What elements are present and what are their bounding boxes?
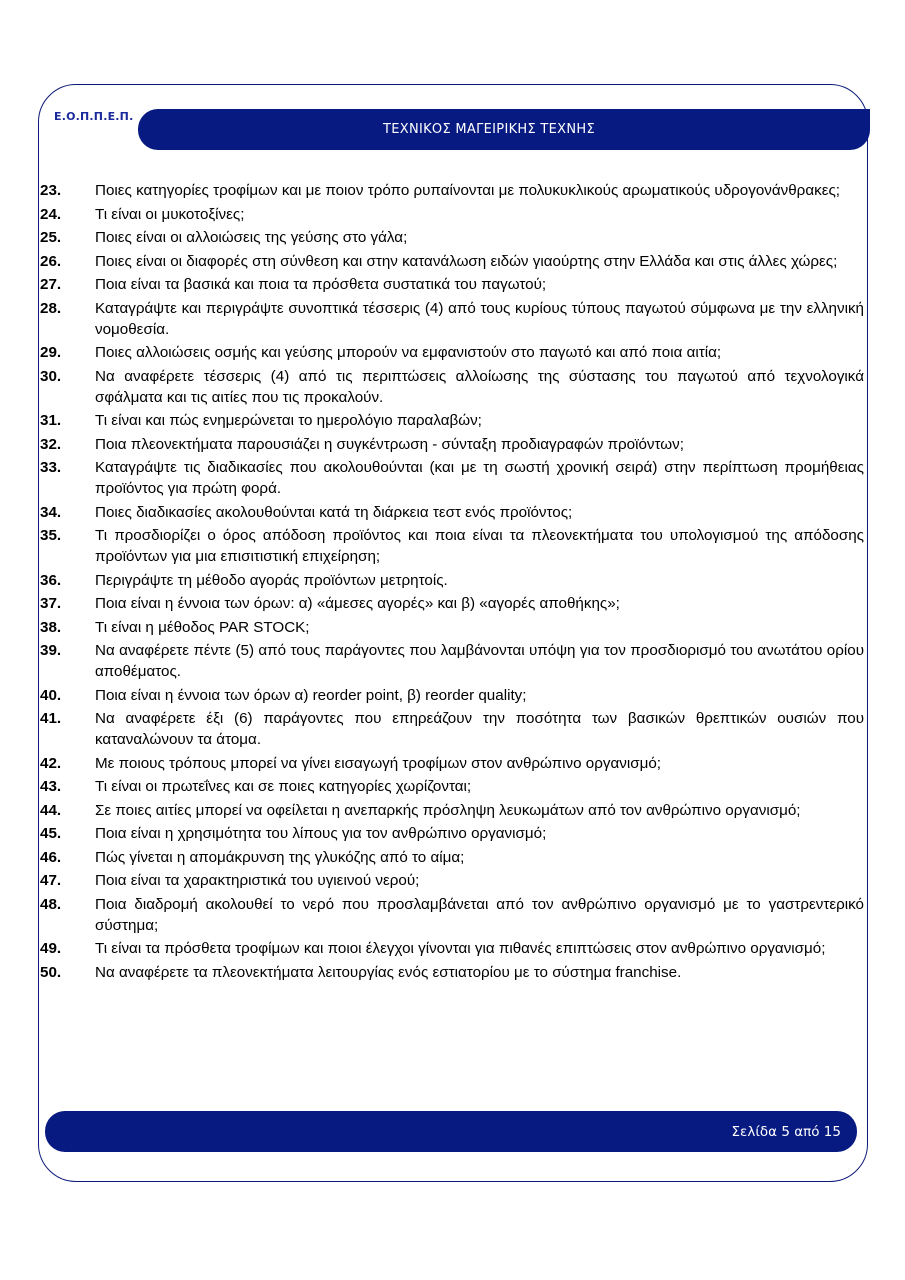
page-number: Σελίδα 5 από 15 xyxy=(731,1123,841,1140)
question-text: Ποια είναι η έννοια των όρων α) reorder point, β) reorder quality; xyxy=(95,686,527,704)
question-item xyxy=(40,870,866,891)
question-text: Σε ποιες αιτίες μπορεί να οφείλεται η ανεπαρκής πρόσληψη λευκωμάτων από τον ανθρώπινο οργανισμό; xyxy=(95,801,801,819)
question-item xyxy=(40,823,866,844)
question-item xyxy=(40,617,866,638)
question-text: Τι είναι οι μυκοτοξίνες; xyxy=(95,205,245,223)
question-item xyxy=(40,640,866,682)
question-text: Καταγράψτε τις διαδικασίες που ακολουθούνται (και με τη σωστή χρονική σειρά) στην περίπτωση προμήθειας προϊόντος για πρώτη φορά. xyxy=(95,459,864,497)
question-text: Με ποιους τρόπους μπορεί να γίνει εισαγωγή τροφίμων στον ανθρώπινο οργανισμό; xyxy=(95,754,662,772)
question-number: 46. xyxy=(40,848,62,866)
question-item xyxy=(40,274,866,295)
question-number: 50. xyxy=(40,963,62,981)
question-text: Ποιες είναι οι διαφορές στη σύνθεση και στην κατανάλωση ειδών γιαούρτης στην Ελλάδα και στις άλλες χώρες; xyxy=(95,252,838,270)
question-text: Τι προσδιορίζει ο όρος απόδοση προϊόντος και ποια είναι τα πλεονεκτήματα του υπολογισμού της απόδοσης προϊόντων για μια επισιτιστική επιχείρηση; xyxy=(95,527,864,565)
question-list xyxy=(40,180,866,985)
question-text: Να αναφέρετε τέσσερις (4) από τις περιπτώσεις αλλοίωσης της σύστασης του παγωτού από τεχνολογικά σφάλματα και τις αιτίες που τις προκαλούν. xyxy=(95,367,864,406)
question-item xyxy=(40,298,866,340)
header-title: ΤΕΧΝΙΚΟΣ ΜΑΓΕΙΡΙΚΗΣ ΤΕΧΝΗΣ xyxy=(382,122,596,137)
question-text: Τι είναι τα πρόσθετα τροφίμων και ποιοι έλεγχοι γίνονται για πιθανές επιπτώσεις στον ανθρώπινο οργανισμό; xyxy=(95,940,826,957)
question-number: 44. xyxy=(40,801,62,819)
org-label: Ε.Ο.Π.Π.Ε.Π. xyxy=(54,110,134,123)
question-text: Ποια είναι η έννοια των όρων: α) «άμεσες αγορές» και β) «αγορές αποθήκης»; xyxy=(95,595,620,612)
question-number: 36. xyxy=(40,571,62,589)
question-text: Περιγράψτε τη μέθοδο αγοράς προϊόντων μετρητοίς. xyxy=(95,571,448,589)
question-number: 25. xyxy=(40,229,62,246)
question-text: Ποια είναι τα χαρακτηριστικά του υγιεινού νερού; xyxy=(95,872,420,889)
question-item xyxy=(40,204,866,225)
question-number: 42. xyxy=(40,754,62,772)
question-item xyxy=(40,227,866,248)
question-number: 26. xyxy=(40,252,62,270)
question-number: 31. xyxy=(40,412,62,429)
question-text: Ποιες διαδικασίες ακολουθούνται κατά τη διάρκεια τεστ ενός προϊόντος; xyxy=(95,503,573,521)
question-number: 34. xyxy=(40,503,62,521)
question-text: Να αναφέρετε τα πλεονεκτήματα λειτουργίας ενός εστιατορίου με το σύστημα franchise. xyxy=(95,963,682,981)
question-text: Ποια είναι η χρησιμότητα του λίπους για τον ανθρώπινο οργανισμό; xyxy=(95,825,547,842)
question-number: 32. xyxy=(40,435,62,453)
question-item xyxy=(40,180,866,201)
question-number: 48. xyxy=(40,895,62,913)
question-item xyxy=(40,570,866,591)
question-item xyxy=(40,708,866,750)
question-number: 27. xyxy=(40,276,62,293)
question-text: Ποιες αλλοιώσεις οσμής και γεύσης μπορούν να εμφανιστούν στο παγωτό και από ποια αιτία; xyxy=(95,344,722,361)
question-number: 29. xyxy=(40,344,62,361)
question-text: Να αναφέρετε πέντε (5) από τους παράγοντες που λαμβάνονται υπόψη για τον προσδιορισμό του ανωτάτου ορίου αποθέματος. xyxy=(95,642,864,680)
question-text: Τι είναι οι πρωτεΐνες και σε ποιες κατηγορίες χωρίζονται; xyxy=(95,778,472,795)
question-number: 39. xyxy=(40,642,62,659)
question-number: 41. xyxy=(40,710,62,727)
question-text: Καταγράψτε και περιγράψτε συνοπτικά τέσσερις (4) από τους κυρίους τύπους παγωτού σύμφωνα με την ελληνική νομοθεσία. xyxy=(95,299,864,338)
question-text: Ποια είναι τα βασικά και ποια τα πρόσθετα συστατικά του παγωτού; xyxy=(95,276,547,293)
question-text: Να αναφέρετε έξι (6) παράγοντες που επηρεάζουν την ποσότητα των βασικών θρεπτικών ουσιών που καταναλώνουν τα άτομα. xyxy=(95,710,864,748)
question-text: Τι είναι και πώς ενημερώνεται το ημερολόγιο παραλαβών; xyxy=(95,412,482,429)
question-item xyxy=(40,685,866,706)
question-number: 40. xyxy=(40,686,62,704)
question-number: 28. xyxy=(40,299,62,317)
question-item xyxy=(40,776,866,797)
question-item xyxy=(40,753,866,774)
question-item xyxy=(40,525,866,567)
footer-bar xyxy=(45,1111,857,1152)
question-number: 30. xyxy=(40,367,62,385)
question-number: 35. xyxy=(40,527,62,544)
question-item xyxy=(40,962,866,983)
question-text: Πώς γίνεται η απομάκρυνση της γλυκόζης από το αίμα; xyxy=(95,848,465,866)
question-text: Ποια πλεονεκτήματα παρουσιάζει η συγκέντρωση - σύνταξη προδιαγραφών προϊόντων; xyxy=(95,435,684,453)
question-number: 33. xyxy=(40,459,62,476)
question-item xyxy=(40,434,866,455)
question-number: 43. xyxy=(40,778,62,795)
question-text: Ποια διαδρομή ακολουθεί το νερό που προσλαμβάνεται από τον ανθρώπινο οργανισμό με το γαστρεντερικό σύστημα; xyxy=(95,895,864,934)
question-item xyxy=(40,593,866,614)
question-item xyxy=(40,251,866,272)
question-item xyxy=(40,938,866,959)
question-number: 37. xyxy=(40,595,62,612)
question-number: 49. xyxy=(40,940,62,957)
question-text: Ποιες κατηγορίες τροφίμων και με ποιον τρόπο ρυπαίνονται με πολυκυκλικούς αρωματικούς υδρογονάνθρακες; xyxy=(95,182,841,199)
question-number: 47. xyxy=(40,872,62,889)
question-item xyxy=(40,366,866,408)
question-item xyxy=(40,800,866,821)
question-item xyxy=(40,847,866,868)
question-number: 38. xyxy=(40,618,62,636)
header-bar xyxy=(138,109,870,150)
question-text: Ποιες είναι οι αλλοιώσεις της γεύσης στο γάλα; xyxy=(95,229,408,246)
question-item xyxy=(40,342,866,363)
question-text: Τι είναι η μέθοδος PAR STOCK; xyxy=(95,618,310,636)
question-number: 23. xyxy=(40,182,62,199)
question-number: 24. xyxy=(40,205,62,223)
question-item xyxy=(40,894,866,936)
question-item xyxy=(40,457,866,499)
question-item xyxy=(40,502,866,523)
question-item xyxy=(40,410,866,431)
question-number: 45. xyxy=(40,825,62,842)
